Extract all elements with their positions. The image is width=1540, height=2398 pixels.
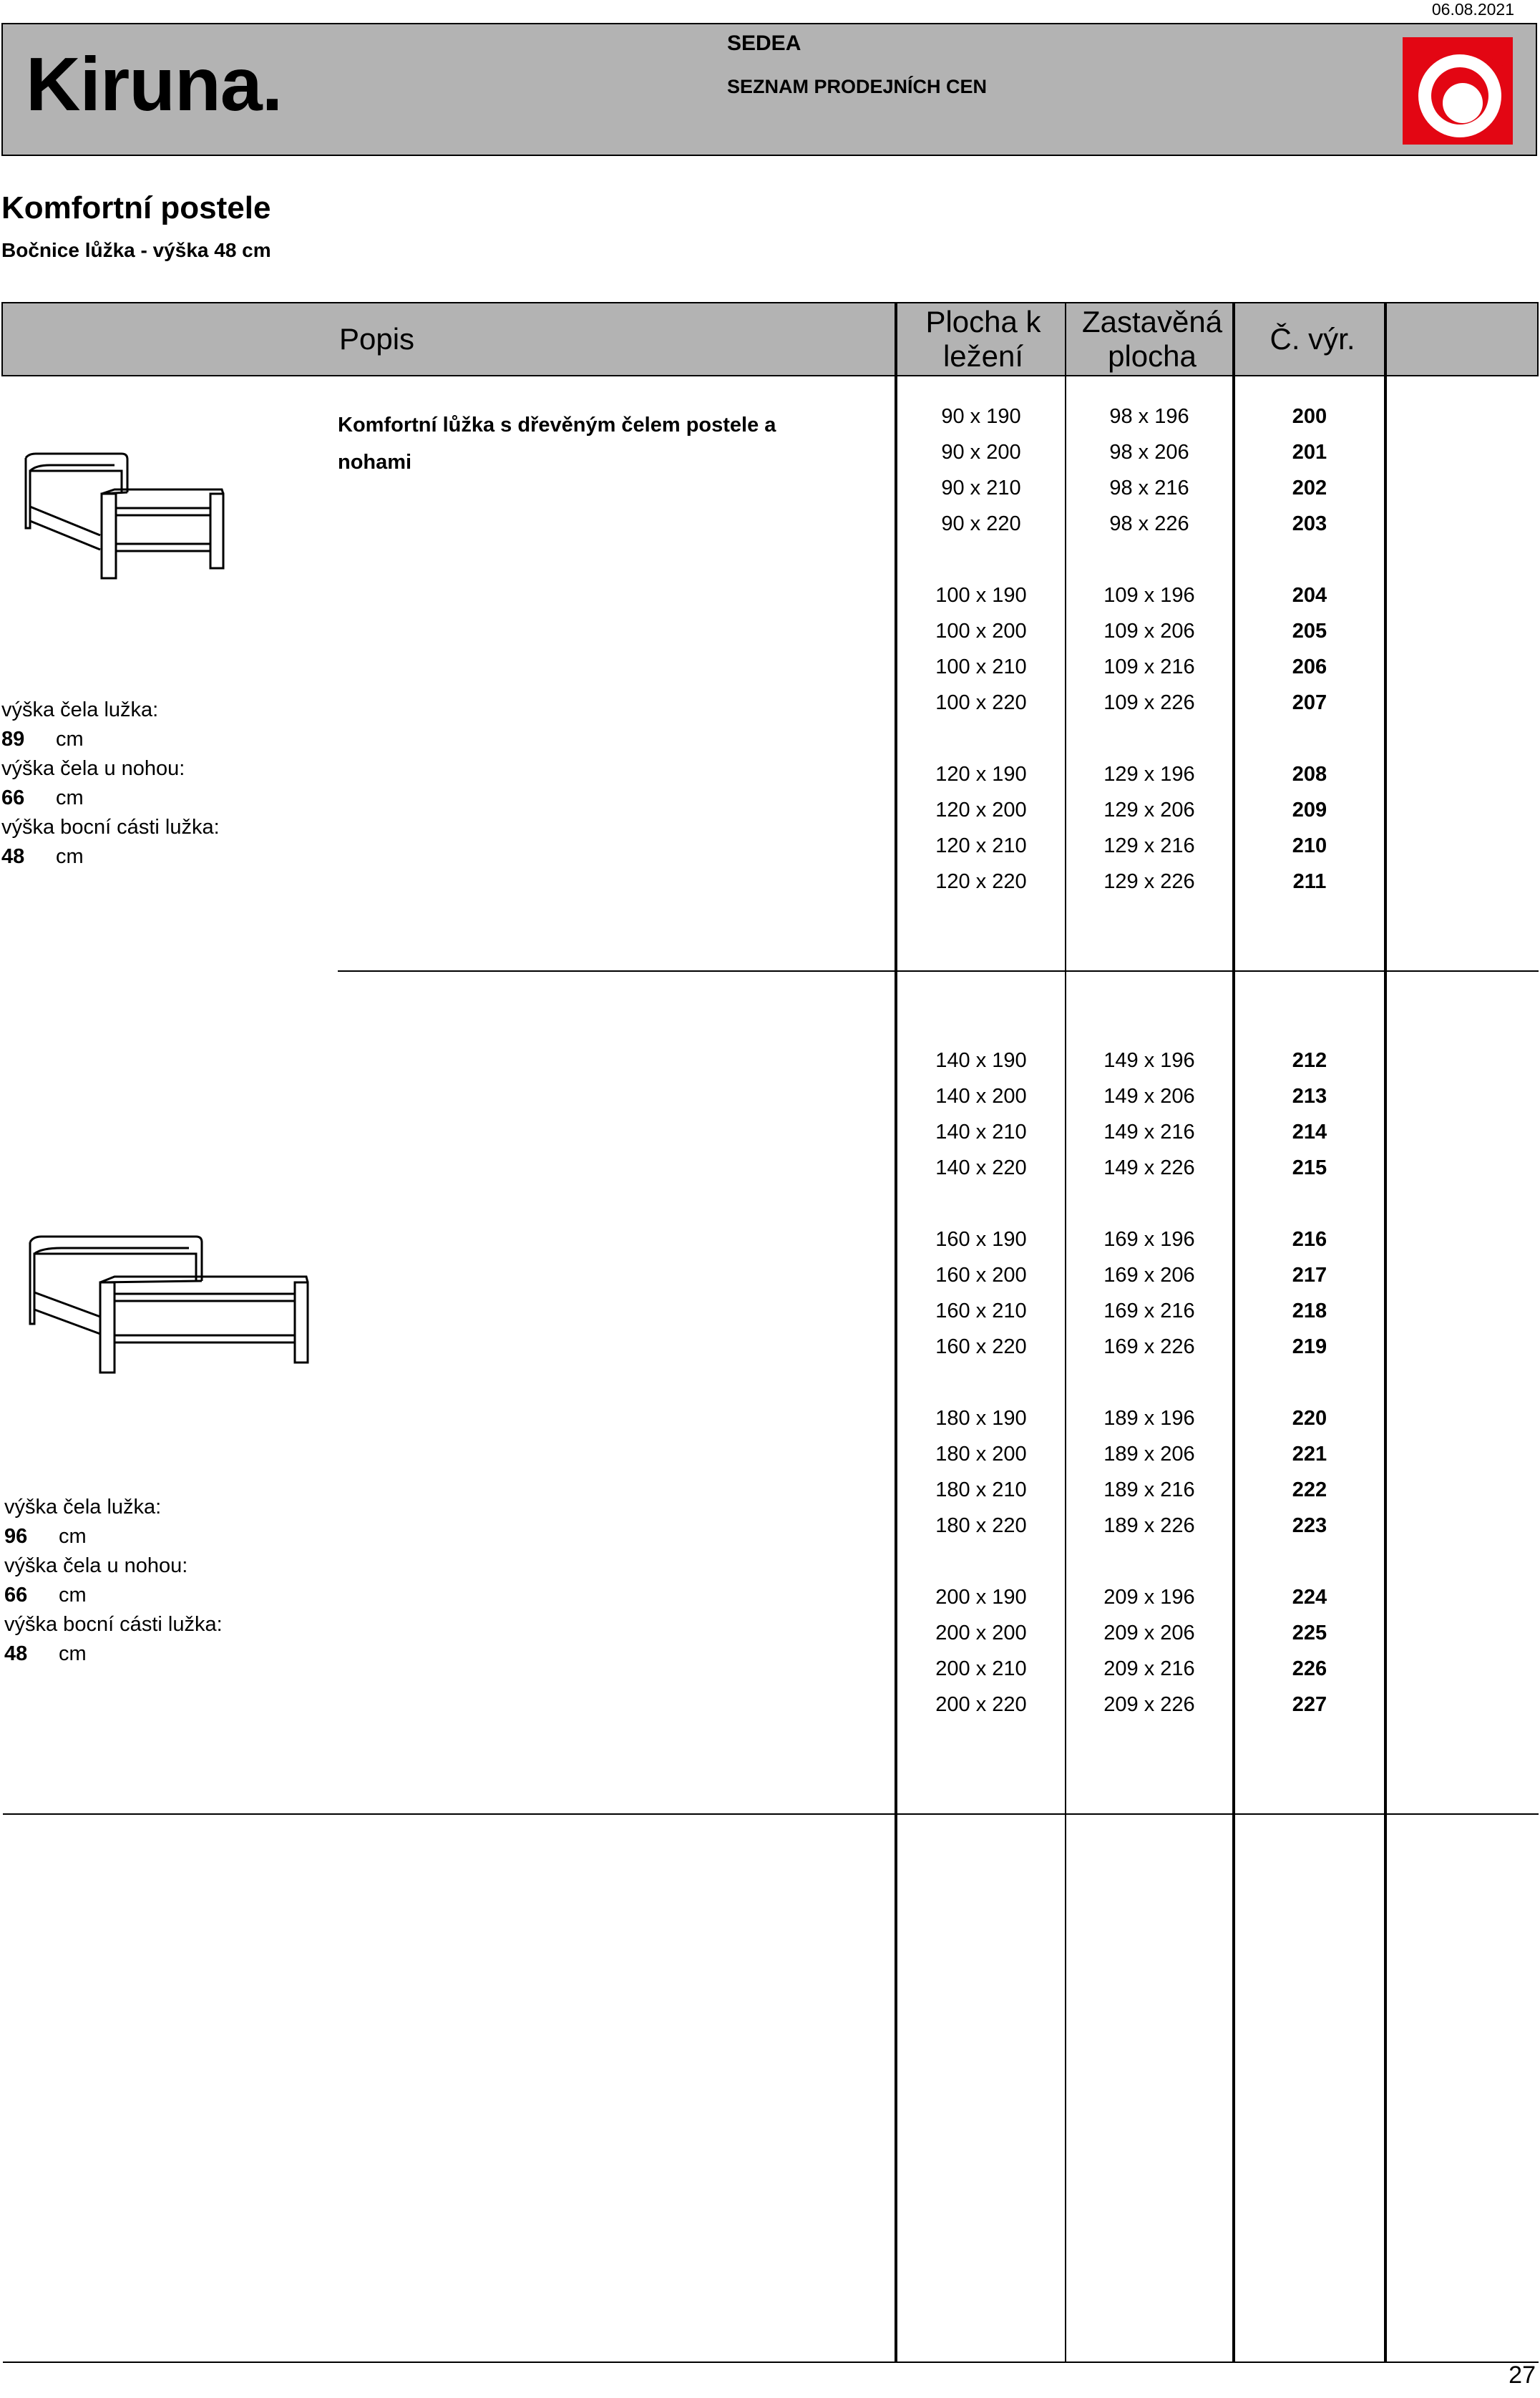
sleeping-area-cell: 90 x 200 xyxy=(941,441,1021,464)
sleeping-area-cell: 180 x 210 xyxy=(935,1478,1027,1501)
group-gap xyxy=(897,1544,1065,1579)
footprint-cell: 209 x 226 xyxy=(1103,1693,1195,1716)
footprint-cell: 98 x 196 xyxy=(1109,405,1189,428)
product-code-cell: 201 xyxy=(1292,441,1327,464)
sleeping-area-cell: 180 x 190 xyxy=(935,1407,1027,1430)
footprint-cell: 149 x 226 xyxy=(1103,1156,1195,1179)
product-code-cell: 227 xyxy=(1292,1693,1327,1716)
product-code-cell: 210 xyxy=(1292,834,1327,857)
group-gap xyxy=(1066,542,1232,577)
footprint-cell: 189 x 226 xyxy=(1103,1514,1195,1537)
col-header-zastavena: Zastavěná plocha xyxy=(1081,305,1223,373)
product-code-cell: 212 xyxy=(1292,1049,1327,1072)
sleeping-area-cell: 160 x 220 xyxy=(935,1335,1027,1358)
print-date: 06.08.2021 xyxy=(1431,0,1514,19)
dim-label: výška čela u nohou: xyxy=(4,1554,188,1577)
product-code-cell: 202 xyxy=(1292,477,1327,499)
sleeping-area-cell: 140 x 190 xyxy=(935,1049,1027,1072)
sleeping-area-cell: 90 x 210 xyxy=(941,477,1021,499)
sedea-logo-icon xyxy=(1403,37,1513,145)
single-bed-icon xyxy=(21,449,226,580)
dim-label: výška čela lužka: xyxy=(4,1496,162,1519)
product-code-cell: 217 xyxy=(1292,1264,1327,1287)
dimensions-block-1 xyxy=(1,696,220,872)
column-plocha-block-2 xyxy=(897,1043,1065,1722)
product-code-cell: 211 xyxy=(1292,870,1327,893)
group-gap xyxy=(1066,1544,1232,1579)
col-header-cislo: Č. výr. xyxy=(1269,322,1355,356)
product-code-cell: 207 xyxy=(1292,691,1327,714)
section-subtitle: Bočnice lůžka - výška 48 cm xyxy=(1,239,271,261)
product-code-cell: 206 xyxy=(1292,655,1327,678)
row-divider xyxy=(338,970,1539,972)
dim-unit: cm xyxy=(59,1525,87,1548)
footprint-cell: 109 x 226 xyxy=(1103,691,1195,714)
dim-unit: cm xyxy=(56,728,84,751)
sleeping-area-cell: 90 x 220 xyxy=(941,512,1021,535)
col-header-popis: Popis xyxy=(339,322,415,356)
section-title: Komfortní postele xyxy=(1,190,271,225)
footprint-cell: 209 x 196 xyxy=(1103,1586,1195,1609)
sleeping-area-cell: 90 x 190 xyxy=(941,405,1021,428)
dim-value: 96 xyxy=(4,1525,28,1548)
dim-unit: cm xyxy=(59,1584,87,1607)
group-gap xyxy=(1235,542,1384,577)
dim-unit: cm xyxy=(59,1642,87,1665)
footprint-cell: 129 x 196 xyxy=(1103,763,1195,786)
dim-label: výška čela u nohou: xyxy=(1,757,185,780)
sleeping-area-cell: 100 x 200 xyxy=(935,620,1027,643)
footprint-cell: 149 x 206 xyxy=(1103,1085,1195,1108)
sleeping-area-cell: 140 x 210 xyxy=(935,1121,1027,1144)
footprint-cell: 109 x 196 xyxy=(1103,584,1195,607)
table-header xyxy=(1,302,1539,376)
sleeping-area-cell: 100 x 190 xyxy=(935,584,1027,607)
product-code-cell: 213 xyxy=(1292,1085,1327,1108)
dim-label: výška čela lužka: xyxy=(1,698,159,721)
group-gap xyxy=(1235,1544,1384,1579)
product-code-cell: 209 xyxy=(1292,799,1327,822)
product-code-cell: 204 xyxy=(1292,584,1327,607)
product-code-cell: 225 xyxy=(1292,1622,1327,1644)
group-gap xyxy=(1066,721,1232,756)
col-header-plocha: Plocha k ležení xyxy=(925,305,1041,373)
sleeping-area-cell: 200 x 220 xyxy=(935,1693,1027,1716)
dim-value: 48 xyxy=(4,1642,28,1665)
grid-line xyxy=(1384,302,1387,2363)
footprint-cell: 189 x 196 xyxy=(1103,1407,1195,1430)
footprint-cell: 209 x 206 xyxy=(1103,1622,1195,1644)
footprint-cell: 98 x 226 xyxy=(1109,512,1189,535)
product-code-cell: 200 xyxy=(1292,405,1327,428)
product-code-cell: 208 xyxy=(1292,763,1327,786)
dim-value: 66 xyxy=(1,786,25,809)
sleeping-area-cell: 200 x 200 xyxy=(935,1622,1027,1644)
dim-unit: cm xyxy=(56,845,84,868)
footprint-cell: 98 x 206 xyxy=(1109,441,1189,464)
footprint-cell: 98 x 216 xyxy=(1109,477,1189,499)
column-zastavena-block-1 xyxy=(1066,399,1232,900)
sleeping-area-cell: 180 x 200 xyxy=(935,1443,1027,1466)
product-code-cell: 224 xyxy=(1292,1586,1327,1609)
dim-label: výška bocní cásti lužka: xyxy=(4,1613,223,1636)
footprint-cell: 149 x 196 xyxy=(1103,1049,1195,1072)
footprint-cell: 189 x 216 xyxy=(1103,1478,1195,1501)
sleeping-area-cell: 120 x 200 xyxy=(935,799,1027,822)
group-gap xyxy=(1235,1186,1384,1222)
dim-value: 48 xyxy=(1,845,25,868)
product-code-cell: 222 xyxy=(1292,1478,1327,1501)
product-code-cell: 220 xyxy=(1292,1407,1327,1430)
product-code-cell: 223 xyxy=(1292,1514,1327,1537)
footprint-cell: 149 x 216 xyxy=(1103,1121,1195,1144)
row-divider xyxy=(3,2362,1539,2363)
footprint-cell: 169 x 226 xyxy=(1103,1335,1195,1358)
column-cislo-block-1 xyxy=(1235,399,1384,900)
group-gap xyxy=(897,542,1065,577)
sleeping-area-cell: 200 x 210 xyxy=(935,1657,1027,1680)
sleeping-area-cell: 180 x 220 xyxy=(935,1514,1027,1537)
sleeping-area-cell: 100 x 220 xyxy=(935,691,1027,714)
double-bed-icon xyxy=(26,1232,312,1374)
group-gap xyxy=(897,721,1065,756)
product-code-cell: 221 xyxy=(1292,1443,1327,1466)
product-code-cell: 215 xyxy=(1292,1156,1327,1179)
column-plocha-block-1 xyxy=(897,399,1065,900)
product-code-cell: 205 xyxy=(1292,620,1327,643)
product-code-cell: 226 xyxy=(1292,1657,1327,1680)
footprint-cell: 169 x 196 xyxy=(1103,1228,1195,1251)
product-code-cell: 218 xyxy=(1292,1300,1327,1322)
dim-unit: cm xyxy=(56,786,84,809)
sleeping-area-cell: 160 x 200 xyxy=(935,1264,1027,1287)
column-cislo-block-2 xyxy=(1235,1043,1384,1722)
dimensions-block-2 xyxy=(4,1493,223,1669)
footprint-cell: 109 x 206 xyxy=(1103,620,1195,643)
sleeping-area-cell: 160 x 190 xyxy=(935,1228,1027,1251)
column-zastavena-block-2 xyxy=(1066,1043,1232,1722)
product-code-cell: 214 xyxy=(1292,1121,1327,1144)
product-code-cell: 203 xyxy=(1292,512,1327,535)
footprint-cell: 129 x 216 xyxy=(1103,834,1195,857)
sleeping-area-cell: 160 x 210 xyxy=(935,1300,1027,1322)
group-gap xyxy=(1066,1186,1232,1222)
footprint-cell: 129 x 206 xyxy=(1103,799,1195,822)
product-code-cell: 216 xyxy=(1292,1228,1327,1251)
dim-label: výška bocní cásti lužka: xyxy=(1,816,220,839)
company-name: SEDEA xyxy=(727,31,801,55)
group-gap xyxy=(1235,721,1384,756)
group-gap xyxy=(897,1365,1065,1400)
page-number: 27 xyxy=(1509,2362,1536,2389)
sleeping-area-cell: 120 x 210 xyxy=(935,834,1027,857)
footprint-cell: 169 x 206 xyxy=(1103,1264,1195,1287)
footprint-cell: 169 x 216 xyxy=(1103,1300,1195,1322)
dim-value: 66 xyxy=(4,1584,28,1607)
product-description: Komfortní lůžka s dřevěným čelem postele a nohami xyxy=(338,414,776,474)
sleeping-area-cell: 140 x 200 xyxy=(935,1085,1027,1108)
document-title: SEZNAM PRODEJNÍCH CEN xyxy=(727,76,988,97)
dim-value: 89 xyxy=(1,728,25,751)
sleeping-area-cell: 100 x 210 xyxy=(935,655,1027,678)
group-gap xyxy=(1066,1365,1232,1400)
footprint-cell: 129 x 226 xyxy=(1103,870,1195,893)
footprint-cell: 109 x 216 xyxy=(1103,655,1195,678)
group-gap xyxy=(897,1186,1065,1222)
footprint-cell: 209 x 216 xyxy=(1103,1657,1195,1680)
brand-title: Kiruna. xyxy=(26,42,283,127)
footprint-cell: 189 x 206 xyxy=(1103,1443,1195,1466)
sleeping-area-cell: 200 x 190 xyxy=(935,1586,1027,1609)
sleeping-area-cell: 120 x 190 xyxy=(935,763,1027,786)
row-divider xyxy=(3,1813,1539,1815)
product-code-cell: 219 xyxy=(1292,1335,1327,1358)
sleeping-area-cell: 140 x 220 xyxy=(935,1156,1027,1179)
group-gap xyxy=(1235,1365,1384,1400)
sleeping-area-cell: 120 x 220 xyxy=(935,870,1027,893)
